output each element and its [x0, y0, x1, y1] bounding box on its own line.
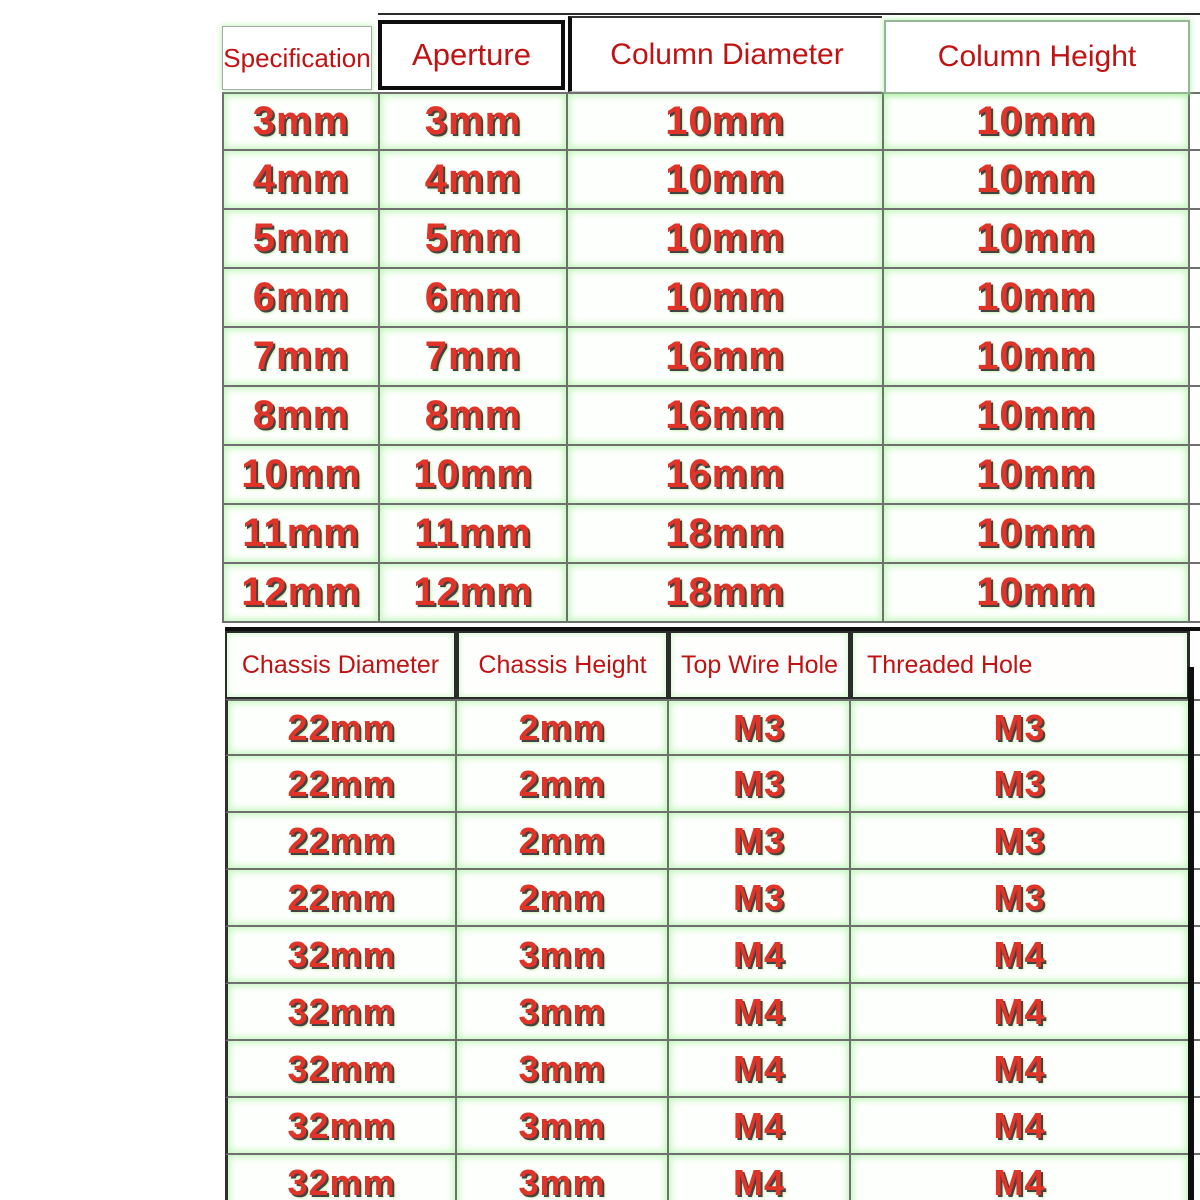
table-cell: 32mm: [225, 984, 457, 1041]
table-row: [225, 1041, 1200, 1098]
top-border-line: [378, 13, 1200, 15]
column-spec-table: [222, 10, 1200, 623]
table-cell: M4: [669, 1155, 851, 1200]
right-border-line: [1188, 667, 1194, 1200]
table-row: [222, 269, 1200, 328]
edge-sliver-cell: [1190, 564, 1200, 623]
header-column-height: Column Height: [884, 20, 1190, 94]
table-cell: 4mm: [380, 151, 568, 210]
table-cell: M3: [851, 756, 1190, 813]
table-cell: 8mm: [380, 387, 568, 446]
table-cell: M4: [851, 1041, 1190, 1098]
table-cell: M3: [851, 870, 1190, 927]
table-cell: 22mm: [225, 813, 457, 870]
table-cell: M3: [851, 699, 1190, 756]
table-cell: 10mm: [222, 446, 380, 505]
table-cell: 18mm: [568, 564, 884, 623]
table-cell: 7mm: [380, 328, 568, 387]
table-cell: M3: [669, 756, 851, 813]
table-cell: 4mm: [222, 151, 380, 210]
table-cell: 18mm: [568, 505, 884, 564]
table-cell: 8mm: [222, 387, 380, 446]
header-specification: Specification: [222, 26, 372, 90]
header-aperture: Aperture: [378, 20, 565, 90]
table-cell: M3: [669, 870, 851, 927]
table-cell: M4: [669, 1041, 851, 1098]
table-cell: 10mm: [568, 269, 884, 328]
table-row: [222, 92, 1200, 151]
table-cell: M4: [851, 984, 1190, 1041]
table-cell: 5mm: [222, 210, 380, 269]
table-cell: 11mm: [380, 505, 568, 564]
table-cell: 22mm: [225, 699, 457, 756]
table-cell: M4: [851, 927, 1190, 984]
table-cell: 6mm: [380, 269, 568, 328]
table-cell: 3mm: [457, 927, 669, 984]
table-cell: 10mm: [884, 210, 1190, 269]
header-column-diameter: Column Diameter: [568, 16, 882, 92]
table-cell: 3mm: [457, 1041, 669, 1098]
table-cell: 32mm: [225, 927, 457, 984]
header-threaded-hole: Threaded Hole: [851, 631, 1190, 699]
table-cell: 2mm: [457, 813, 669, 870]
table-cell: 7mm: [222, 328, 380, 387]
table-cell: 22mm: [225, 756, 457, 813]
table-cell: 10mm: [568, 92, 884, 151]
header-chassis-height: Chassis Height: [457, 631, 669, 699]
edge-sliver-cell: [1190, 269, 1200, 328]
table-row: [222, 210, 1200, 269]
table-cell: 32mm: [225, 1098, 457, 1155]
table-cell: M3: [669, 813, 851, 870]
table-row: [222, 446, 1200, 505]
table-cell: 16mm: [568, 446, 884, 505]
table-cell: 3mm: [457, 1155, 669, 1200]
table-row: [222, 564, 1200, 623]
table-cell: 11mm: [222, 505, 380, 564]
table-cell: 10mm: [568, 151, 884, 210]
table-row: [225, 984, 1200, 1041]
table-cell: 10mm: [380, 446, 568, 505]
table-cell: 10mm: [884, 151, 1190, 210]
table-cell: 32mm: [225, 1041, 457, 1098]
table-row: [225, 699, 1200, 756]
table-cell: 12mm: [380, 564, 568, 623]
edge-sliver-cell: [1190, 210, 1200, 269]
table-cell: 3mm: [457, 984, 669, 1041]
header-top-wire-hole: Top Wire Hole: [669, 631, 851, 699]
table-cell: 10mm: [884, 92, 1190, 151]
table-cell: 10mm: [884, 269, 1190, 328]
table-cell: 16mm: [568, 328, 884, 387]
table-row: [222, 505, 1200, 564]
edge-sliver-cell: [1190, 151, 1200, 210]
table-cell: 12mm: [222, 564, 380, 623]
table-row: [225, 927, 1200, 984]
table-cell: M4: [851, 1098, 1190, 1155]
table-cell: 2mm: [457, 699, 669, 756]
header-chassis-diameter: Chassis Diameter: [225, 631, 457, 699]
table-cell: 10mm: [884, 328, 1190, 387]
table-row: [225, 813, 1200, 870]
table-cell: M4: [851, 1155, 1190, 1200]
table-row: [225, 756, 1200, 813]
table-cell: M3: [669, 699, 851, 756]
column-spec-table-body: [222, 92, 1200, 623]
table-cell: 3mm: [380, 92, 568, 151]
table-row: [225, 870, 1200, 927]
table-cell: M4: [669, 984, 851, 1041]
table-cell: 5mm: [380, 210, 568, 269]
table-cell: 32mm: [225, 1155, 457, 1200]
table-cell: 16mm: [568, 387, 884, 446]
table-cell: 10mm: [884, 564, 1190, 623]
chassis-spec-table-body: [225, 699, 1200, 1200]
edge-sliver-cell: [1190, 505, 1200, 564]
table-row: [222, 151, 1200, 210]
edge-sliver-cell: [1190, 446, 1200, 505]
chassis-spec-table: [225, 627, 1200, 1200]
table-cell: 10mm: [568, 210, 884, 269]
edge-sliver-cell: [1190, 387, 1200, 446]
table-row: [222, 387, 1200, 446]
table-cell: 10mm: [884, 387, 1190, 446]
table-cell: M4: [669, 1098, 851, 1155]
table-cell: M3: [851, 813, 1190, 870]
chassis-spec-table-header: [225, 627, 1200, 699]
edge-sliver-cell: [1190, 92, 1200, 151]
column-spec-table-header: [222, 10, 1200, 92]
table-cell: 3mm: [457, 1098, 669, 1155]
table-cell: 10mm: [884, 446, 1190, 505]
table-cell: 22mm: [225, 870, 457, 927]
edge-sliver-cell: [1190, 328, 1200, 387]
table-row: [222, 328, 1200, 387]
table-cell: 6mm: [222, 269, 380, 328]
table-row: [225, 1155, 1200, 1200]
table-cell: 2mm: [457, 756, 669, 813]
table-cell: 10mm: [884, 505, 1190, 564]
table-cell: M4: [669, 927, 851, 984]
table-row: [225, 1098, 1200, 1155]
table-cell: 2mm: [457, 870, 669, 927]
table-cell: 3mm: [222, 92, 380, 151]
